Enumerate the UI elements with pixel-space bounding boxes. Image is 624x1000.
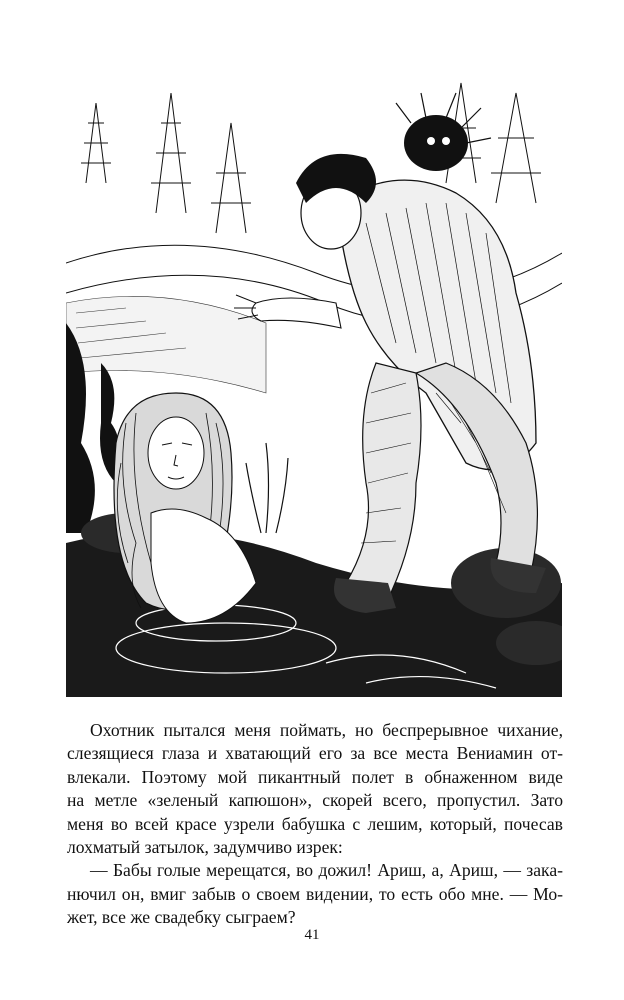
illustration — [66, 63, 562, 697]
text-line: на метле «зеленый капюшон», скорей всего, пропустил. Зато — [67, 790, 563, 811]
text-line: жет, все же свадебку сыграем? — [67, 907, 296, 928]
text-line: — Бабы голые мерещатся, во дожил! Ариш, а, Ариш, — зака- — [90, 860, 563, 881]
text-line: нючил он, вмиг забыв о своем видении, то есть обо мне. — Мо- — [67, 883, 563, 904]
text-line: влекали. Поэтому мой пикантный полет в обнаженном виде — [67, 766, 563, 787]
body-text — [67, 719, 563, 930]
text-line: лохматый затылок, задумчиво изрек: — [67, 837, 343, 858]
page-number: 41 — [304, 927, 320, 943]
text-line: слезящиеся глаза и хватающий его за все места Вениамин от- — [67, 743, 563, 764]
engraving-illustration — [66, 63, 562, 697]
text-line: Охотник пытался меня поймать, но беспрерывное чихание, — [90, 720, 563, 740]
text-line: меня во всей красе узрели бабушка с лешим, который, почесав — [67, 813, 563, 834]
